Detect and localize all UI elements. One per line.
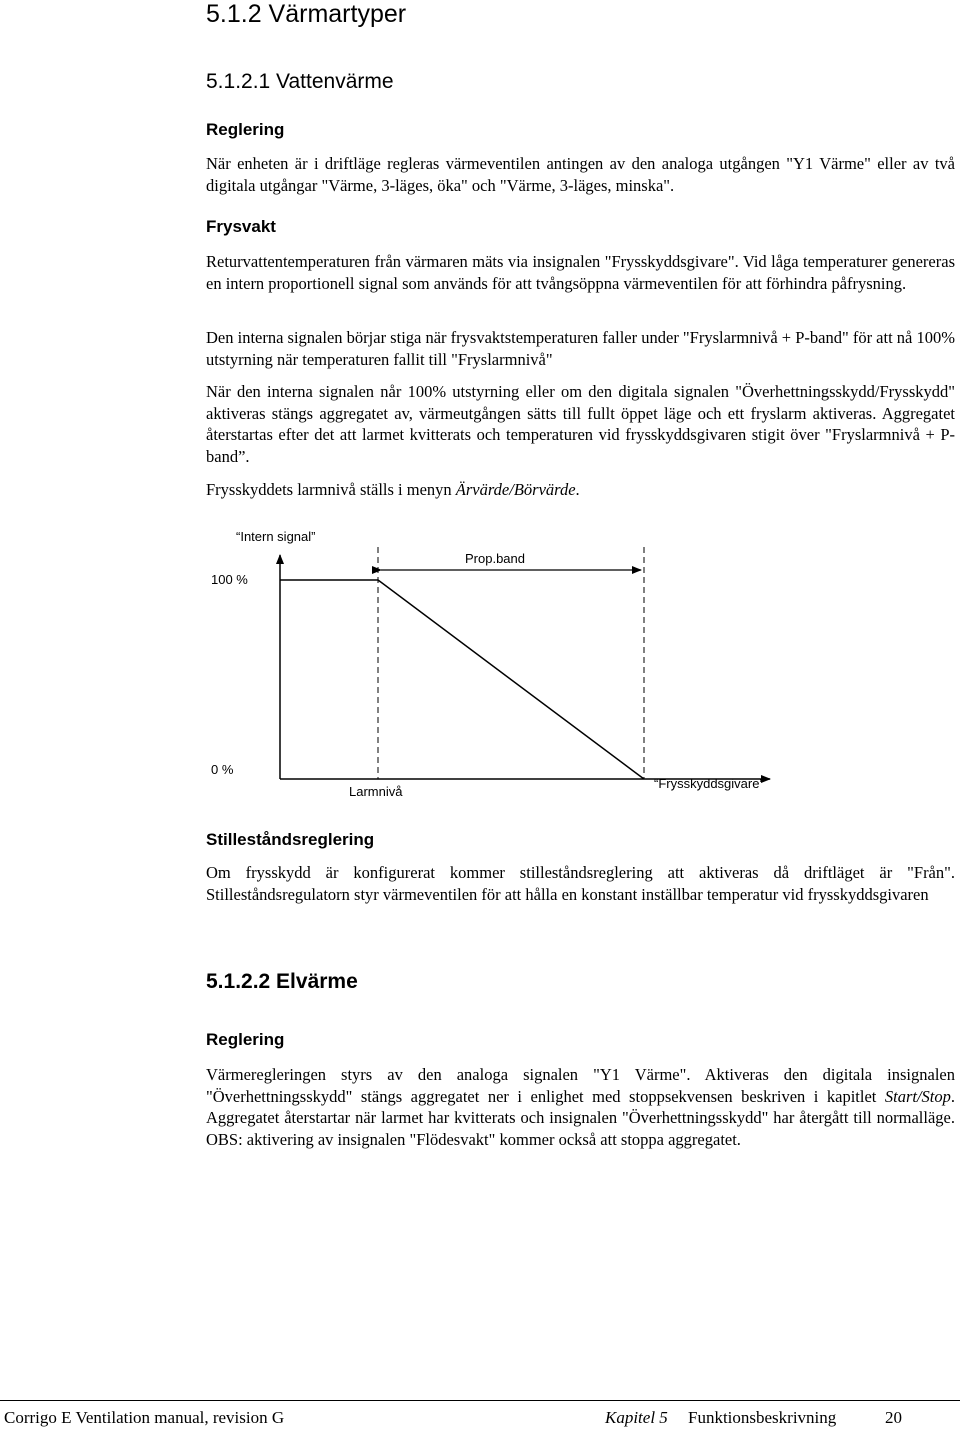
signal-ramp [378,580,644,779]
y-min-label: 0 % [211,762,234,777]
footer-rule [0,1400,960,1401]
x-end-label: “Frysskyddsgivare” [654,776,764,791]
footer-chapter-title: Funktionsbeskrivning [688,1408,837,1427]
heading-elvarme: 5.1.2.2 Elvärme [206,970,358,993]
paragraph-frysvakt-4 [206,479,955,501]
chapter-reference: Start/Stop [884,1086,951,1106]
freeze-protection-diagram [200,525,800,805]
diagram-svg [200,525,800,805]
paragraph-frysvakt-3: När den interna signalen når 100% utstyrning eller om den digitala signalen "Överhettningsskydd/Frysskydd" aktiveras stängs aggregatet av, värmeutgången sätts till fullt öppet läge och ett fryslarm aktiveras. Aggregatet återstartas efter det att larmet kvitterats och temperaturen vid frysskyddsgivaren stigit över "Fryslarmnivå + P-band”. [206,382,955,466]
paragraph-elvarme [206,1064,955,1150]
paragraph-frysvakt-2: Den interna signalen börjar stiga när frysvaktstemperaturen faller under "Fryslarmnivå + P-band" för att nå 100% utstyrning när temperaturen fallit till "Fryslarmnivå" [206,328,955,369]
subheading-stillestand: Stilleståndsreglering [206,830,375,849]
paragraph-stillestand: Om frysskydd är konfigurerat kommer stilleståndsreglering att aktiveras då driftläget är "Från". Stilleståndsregulatorn styr värmeventilen för att hålla en konstant inställbar temperatur vid frysskyddsgivaren [206,863,955,904]
paragraph-reglering: När enheten är i driftläge regleras värmeventilen antingen av den analoga utgången "Y1 Värme" eller av två digitala utgångar "Värme, 3-läges, öka" och "Värme, 3-läges, minska". [206,154,955,195]
elvarme-text-a: Värmeregleringen styrs av den analoga signalen "Y1 Värme". Aktiveras den digitala insignalen "Överhettningsskydd" stängs aggregatet ner i enlighet med stoppsekvensen beskriven i kapitlet [206,1065,955,1106]
footer-chapter: Kapitel 5 [605,1408,668,1427]
paragraph-frysvakt-1: Returvattentemperaturen från värmaren mäts via insignalen "Frysskyddsgivare". Vid låga temperaturer genereras en intern proportionell signal som används för att tvångsöppna värmeventilen för att förhindra påfrysning. [206,252,955,293]
menu-text-prefix: Frysskyddets larmnivå ställs i menyn [206,480,456,499]
y-max-label: 100 % [211,572,248,587]
elvarme-text-b: . Aggregatet återstartar när larmet har kvitterats och insignalen "Överhettningsskydd" har återgått till normalläge. OBS: aktivering av insignalen "Flödesvakt" kommer också att stoppa aggregatet. [206,1086,955,1149]
subheading-frysvakt: Frysvakt [206,217,276,236]
heading-vattenvarme: 5.1.2.1 Vattenvärme [206,70,394,93]
section-heading: 5.1.2 Värmartyper [206,0,407,28]
menu-text-suffix: . [575,480,580,499]
prop-band-label: Prop.band [465,551,525,566]
footer-document-title: Corrigo E Ventilation manual, revision G [4,1408,285,1427]
footer-page-number: 20 [885,1408,902,1427]
menu-path: Ärvärde/Börvärde [455,480,576,499]
y-axis-label: “Intern signal” [236,529,316,544]
subheading-reglering-water: Reglering [206,120,285,139]
x-start-label: Larmnivå [349,784,403,799]
subheading-reglering-el: Reglering [206,1030,285,1049]
